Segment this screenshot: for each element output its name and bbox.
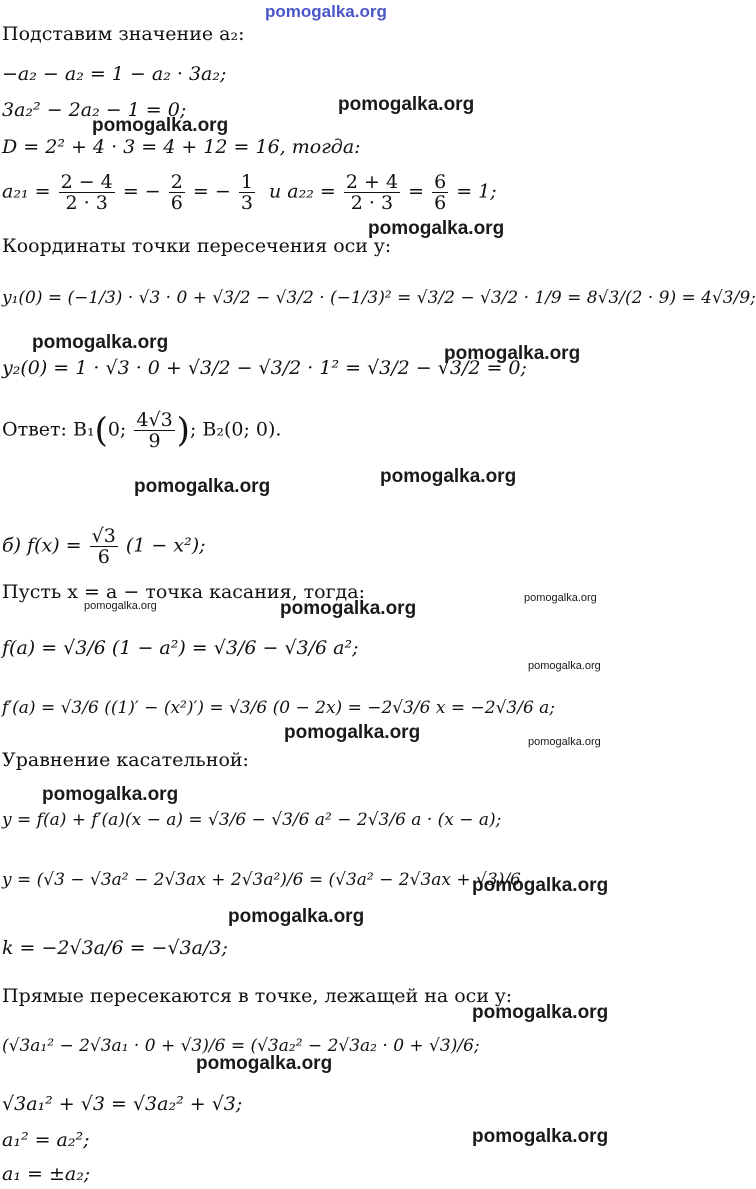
watermark: pomogalka.org: [472, 875, 609, 896]
operator: = −: [192, 180, 231, 203]
equation-line: 3a₂² − 2a₂ − 1 = 0;: [2, 99, 187, 121]
fraction: $\frac{6}{6}$: [434, 171, 447, 214]
roots-label-1: a₂₁ =: [2, 180, 51, 203]
equation-line: y = f(a) + f′(a)(x − a) = √3/6 − √3/6 a² − 2√3/6 a · (x − a);: [2, 810, 502, 830]
equation-line: √3a₁² + √3 = √3a₂² + √3;: [2, 1093, 243, 1115]
roots-label-2: и a₂₂ =: [269, 180, 336, 203]
equation-line: a₁² = a₂²;: [2, 1129, 90, 1151]
solution-line: Уравнение касательной:: [2, 749, 249, 771]
watermark: pomogalka.org: [228, 906, 365, 927]
equation-line: k = −2√3a/6 = −√3a/3;: [2, 937, 228, 959]
watermark: pomogalka.org: [196, 1053, 333, 1074]
equation-line: a₁ = ±a₂;: [2, 1163, 91, 1185]
roots-line: [2, 172, 497, 213]
paren-open: (: [94, 410, 108, 451]
answer-coord: 0;: [107, 418, 127, 441]
equation-line: −a₂ − a₂ = 1 − a₂ · 3a₂;: [2, 63, 227, 85]
watermark-small: pomogalka.org: [84, 600, 157, 612]
operator: = −: [122, 180, 161, 203]
watermark: pomogalka.org: [380, 466, 517, 487]
paren-close: ): [176, 410, 190, 451]
operator: =: [408, 180, 425, 203]
solution-line: Прямые пересекаются в точке, лежащей на оси y:: [2, 985, 513, 1007]
watermark-small: pomogalka.org: [524, 592, 597, 604]
function-body: (1 − x²);: [125, 534, 206, 557]
equation-line: D = 2² + 4 · 3 = 4 + 12 = 16, тогда:: [2, 136, 361, 158]
watermark: pomogalka.org: [42, 784, 179, 805]
watermark: pomogalka.org: [338, 94, 475, 115]
fraction: $\frac{2 - 4}{2 \cdot 3}$: [60, 171, 113, 214]
watermark: pomogalka.org: [280, 598, 417, 619]
fraction: $\frac{4√3}{9}$: [136, 409, 173, 452]
watermark: pomogalka.org: [284, 722, 421, 743]
equation-line: (√3a₁² − 2√3a₁ · 0 + √3)/6 = (√3a₂² − 2√3a₂ · 0 + √3)/6;: [2, 1036, 480, 1056]
answer-line: [2, 410, 281, 451]
equation-line: y₂(0) = 1 · √3 · 0 + √3/2 − √3/2 · 1² = √3/2 − √3/2 = 0;: [2, 357, 527, 379]
answer-label: Ответ: B₁: [2, 418, 95, 441]
solution-line: Пусть x = a − точка касания, тогда:: [2, 581, 365, 603]
equation-line: f′(a) = √3/6 ((1)′ − (x²)′) = √3/6 (0 − 2x) = −2√3/6 x = −2√3/6 a;: [2, 698, 556, 718]
equation-line: y = (√3 − √3a² − 2√3ax + 2√3a²)/6 = (√3a² − 2√3ax + √3)/6: [2, 870, 521, 890]
watermark: pomogalka.org: [32, 332, 169, 353]
watermark: pomogalka.org: [134, 476, 271, 497]
fraction: $\frac{√3}{6}$: [91, 525, 116, 568]
watermark-top: pomogalka.org: [265, 2, 387, 21]
solution-line: Подставим значение a₂:: [2, 23, 245, 45]
equation-line: f(a) = √3/6 (1 − a²) = √3/6 − √3/6 a²;: [2, 637, 359, 659]
solution-line: Координаты точки пересечения оси y:: [2, 235, 392, 257]
fraction: $\frac{1}{3}$: [240, 171, 253, 214]
function-line: [2, 526, 206, 567]
fraction: $\frac{2}{6}$: [170, 171, 183, 214]
operator: = 1;: [456, 180, 497, 203]
fraction: $\frac{2 + 4}{2 \cdot 3}$: [345, 171, 399, 214]
watermark-small: pomogalka.org: [528, 736, 601, 748]
watermark: pomogalka.org: [368, 218, 505, 239]
watermark: pomogalka.org: [472, 1126, 609, 1147]
watermark: pomogalka.org: [472, 1002, 609, 1023]
watermark: pomogalka.org: [92, 115, 229, 136]
function-label: б) f(x) =: [2, 534, 82, 557]
watermark: pomogalka.org: [444, 343, 581, 364]
answer-b2: ; B₂(0; 0).: [189, 418, 282, 441]
watermark-small: pomogalka.org: [528, 660, 601, 672]
equation-line: y₁(0) = (−1/3) · √3 · 0 + √3/2 − √3/2 · (−1/3)² = √3/2 − √3/2 · 1/9 = 8√3/(2 · 9) = 4√3/9;: [2, 288, 756, 308]
